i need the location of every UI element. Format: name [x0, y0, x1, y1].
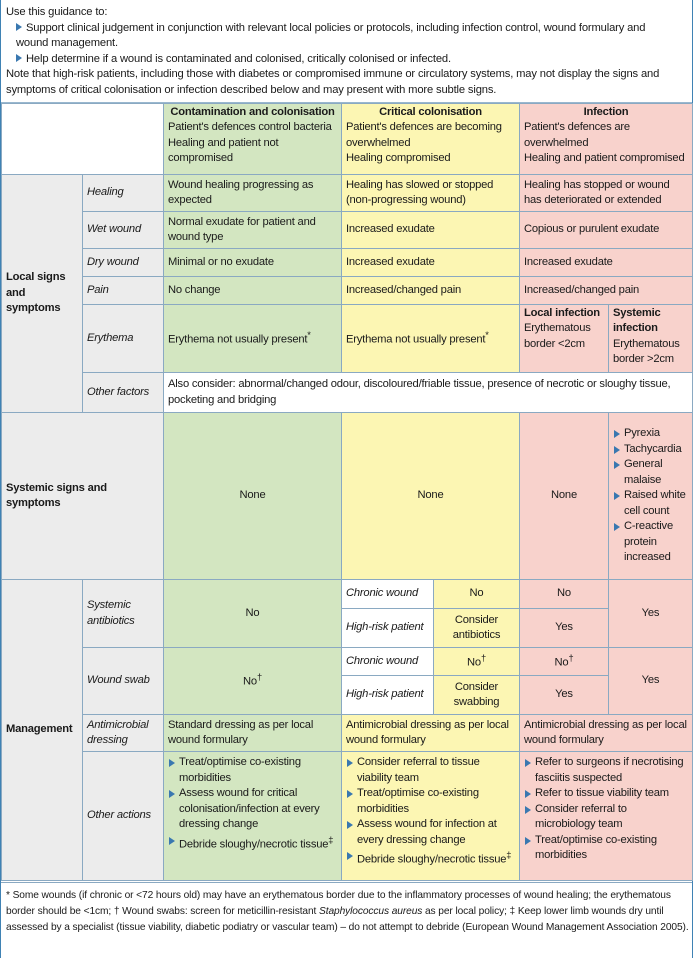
bullet-arrow-icon: [16, 54, 22, 62]
intro-bullet-1: [6, 21, 687, 37]
swab-chronic-value-text: No: [467, 656, 481, 669]
actions-critical: [342, 752, 520, 881]
footnote-mark: ‡: [506, 850, 512, 860]
swab-chronic-value: [434, 648, 520, 676]
label-wound-swab: Wound swab: [83, 648, 164, 715]
footnote-mark: *: [307, 329, 311, 340]
systemic-infection-systemic: [609, 413, 693, 580]
antibiotics-infection-systemic: Yes: [609, 580, 693, 648]
wet-contamination: Normal exudate for patient and wound type: [164, 212, 342, 249]
healing-contamination: Wound healing progressing as expected: [164, 175, 342, 212]
footnote-line-2b: as per local policy; ‡ Keep lower limb wounds dry until: [422, 906, 664, 917]
erythema-critical: [342, 305, 520, 373]
footnote-line-2: [6, 904, 687, 920]
intro-guidance: [1, 0, 692, 103]
list-item-text: Debride sloughy/necrotic tissue: [357, 853, 507, 866]
antibiotics-chronic-value: No: [434, 580, 520, 609]
list-item: Assess wound for critical colonisation/infection at every dressing change: [168, 786, 337, 833]
antibiotics-contamination: No: [164, 580, 342, 648]
intro-lead: Use this guidance to:: [6, 6, 108, 18]
swab-infection-systemic: Yes: [609, 648, 693, 715]
footnote-line-3: assessed by a specialist (tissue viability, diabetic podiatry or vascular team) – do not attempt to debride (European Wound Management Association 2005).: [6, 922, 689, 933]
list-item: Consider referral to microbiology team: [524, 802, 688, 833]
footnotes: [1, 882, 692, 958]
header-critical-title: Critical colonisation: [379, 106, 482, 118]
bullet-arrow-icon: [16, 23, 22, 31]
label-healing: Healing: [83, 175, 164, 212]
healing-infection: Healing has stopped or wound has deteriorated or extended: [520, 175, 693, 212]
header-critical-line1: Patient's defences are becoming: [346, 121, 502, 134]
erythema-contamination: [164, 305, 342, 373]
label-erythema: Erythema: [83, 305, 164, 373]
erythema-systemic-infection: [609, 305, 693, 373]
dry-contamination: Minimal or no exudate: [164, 249, 342, 277]
local-infection-text: Erythematous border <2cm: [524, 322, 591, 350]
header-infection-line2: overwhelmed: [524, 136, 589, 149]
list-item: Assess wound for infection at every dressing change: [346, 817, 515, 848]
section-systemic-signs: Systemic signs and symptoms: [2, 413, 164, 580]
intro-bullet-1-cont: wound management.: [16, 37, 118, 49]
list-item: General malaise: [613, 457, 688, 488]
row-swab-chronic: [2, 648, 693, 676]
label-dry-wound: Dry wound: [83, 249, 164, 277]
swab-contamination: [164, 648, 342, 715]
corner-cell: [2, 104, 164, 175]
label-wet-wound: Wet wound: [83, 212, 164, 249]
antibiotics-highrisk-value: Consider antibiotics: [434, 609, 520, 648]
footnote-mark: †: [480, 652, 486, 663]
swab-infection-highrisk: Yes: [520, 676, 609, 715]
swab-chronic-label: Chronic wound: [342, 648, 434, 676]
row-wet-wound: [2, 212, 693, 249]
header-infection-title: Infection: [583, 106, 629, 118]
actions-critical-list: [346, 755, 515, 868]
label-pain: Pain: [83, 277, 164, 305]
systemic-infection-local: None: [520, 413, 609, 580]
actions-contamination: [164, 752, 342, 881]
footnote-mark: *: [485, 329, 489, 340]
antibiotics-infection-chronic: No: [520, 580, 609, 609]
wet-critical: Increased exudate: [342, 212, 520, 249]
footnote-mark: ‡: [328, 834, 334, 845]
header-contamination-line1: Patient's defences control bacteria: [168, 121, 332, 134]
column-header-row: [2, 104, 693, 175]
header-infection-line1: Patient's defences are: [524, 121, 630, 134]
header-contamination-line3: compromised: [168, 152, 233, 165]
actions-infection: [520, 752, 693, 881]
header-critical: [342, 104, 520, 175]
guidance-table: [1, 103, 693, 881]
footnote-line-2a: border should be <1cm; † Wound swabs: screen for meticillin-resistant: [6, 906, 320, 917]
other-factors-text: Also consider: abnormal/changed odour, discoloured/friable tissue, presence of necrotic or sloughy tissue, pocketing and bridging: [164, 373, 693, 413]
actions-contamination-list: [168, 755, 337, 853]
row-healing: [2, 175, 693, 212]
footnote-line-1: * Some wounds (if chronic or <72 hours old) may have an erythematous border due to the inflammatory processes of wound healing; the erythematous: [6, 890, 671, 901]
list-item: Consider referral to tissue viability team: [346, 755, 515, 786]
list-item: Refer to surgeons if necrotising fasciitis suspected: [524, 755, 688, 786]
dressing-infection: Antimicrobial dressing as per local wound formulary: [520, 715, 693, 752]
section-management: Management: [2, 580, 83, 881]
footnote-mark: †: [568, 652, 574, 663]
row-antibiotics-chronic: [2, 580, 693, 609]
header-infection-line3: Healing and patient compromised: [524, 152, 685, 165]
row-dry-wound: [2, 249, 693, 277]
pain-contamination: No change: [164, 277, 342, 305]
pain-critical: Increased/changed pain: [342, 277, 520, 305]
row-erythema: [2, 305, 693, 373]
list-item: Refer to tissue viability team: [524, 786, 688, 802]
swab-highrisk-label: High-risk patient: [342, 676, 434, 715]
list-item: Raised white cell count: [613, 488, 688, 519]
swab-contamination-text: No: [243, 676, 257, 689]
list-item: C-reactive protein increased: [613, 519, 688, 566]
row-other-factors: [2, 373, 693, 413]
antibiotics-chronic-label: Chronic wound: [342, 580, 434, 609]
label-systemic-antibiotics: Systemic antibiotics: [83, 580, 164, 648]
list-item: Pyrexia: [613, 426, 688, 442]
intro-note-line-1: Note that high-risk patients, including those with diabetes or compromised immune or circulatory systems, may not display the signs and: [6, 68, 660, 80]
systemic-infection-text: Erythematous border >2cm: [613, 337, 680, 366]
header-critical-line3: Healing compromised: [346, 152, 451, 165]
erythema-contamination-text: Erythema not usually present: [168, 333, 308, 346]
list-item: Tachycardia: [613, 442, 688, 458]
erythema-critical-text: Erythema not usually present: [346, 333, 486, 346]
intro-bullet-2-text: Help determine if a wound is contaminated and colonised, critically colonised or infected.: [26, 52, 451, 65]
actions-infection-list: [524, 755, 688, 864]
swab-infection-chronic-text: No: [554, 656, 569, 669]
antibiotics-highrisk-label: High-risk patient: [342, 609, 434, 648]
intro-bullet-2: [6, 52, 687, 68]
list-item: [346, 848, 515, 868]
healing-critical: Healing has slowed or stopped (non-progressing wound): [342, 175, 520, 212]
label-other-factors: Other factors: [83, 373, 164, 413]
list-item: Treat/optimise co-existing morbidities: [346, 786, 515, 817]
header-critical-line2: overwhelmed: [346, 136, 411, 149]
systemic-critical: None: [342, 413, 520, 580]
pain-infection: Increased/changed pain: [520, 277, 693, 305]
section-local-signs: Local signs and symptoms: [2, 175, 83, 413]
antibiotics-infection-highrisk: Yes: [520, 609, 609, 648]
header-contamination: [164, 104, 342, 175]
list-item: [168, 833, 337, 853]
row-pain: [2, 277, 693, 305]
row-antimicrobial-dressing: [2, 715, 693, 752]
intro-note-line-2: symptoms of critical colonisation or infection described below and may present with more subtle signs.: [6, 83, 497, 96]
dressing-contamination: Standard dressing as per local wound formulary: [164, 715, 342, 752]
swab-highrisk-value: Consider swabbing: [434, 676, 520, 715]
systemic-signs-list: [613, 426, 688, 566]
systemic-contamination: None: [164, 413, 342, 580]
row-systemic-signs: [2, 413, 693, 580]
list-item-text: Debride sloughy/necrotic tissue: [179, 838, 329, 851]
intro-bullet-1-text: Support clinical judgement in conjunction with relevant local policies or protocols, including infection control, wound formulary and: [26, 21, 646, 34]
dry-infection: Increased exudate: [520, 249, 693, 277]
list-item: Treat/optimise co-existing morbidities: [168, 755, 337, 786]
label-other-actions: Other actions: [83, 752, 164, 881]
footnote-organism-name: Staphylococcus aureus: [319, 906, 423, 917]
dry-critical: Increased exudate: [342, 249, 520, 277]
wet-infection: Copious or purulent exudate: [520, 212, 693, 249]
label-antimicrobial-dressing: Antimicrobial dressing: [83, 715, 164, 752]
local-infection-title: Local infection: [524, 307, 600, 319]
header-contamination-line2: Healing and patient not: [168, 136, 279, 149]
footnote-mark: †: [256, 672, 262, 683]
swab-infection-chronic: [520, 648, 609, 676]
header-infection: [520, 104, 693, 175]
erythema-local-infection: [520, 305, 609, 373]
systemic-infection-title: Systemic infection: [613, 307, 661, 335]
header-contamination-title: Contamination and colonisation: [170, 106, 335, 118]
row-other-actions: [2, 752, 693, 881]
dressing-critical: Antimicrobial dressing as per local wound formulary: [342, 715, 520, 752]
list-item: Treat/optimise co-existing morbidities: [524, 833, 688, 864]
